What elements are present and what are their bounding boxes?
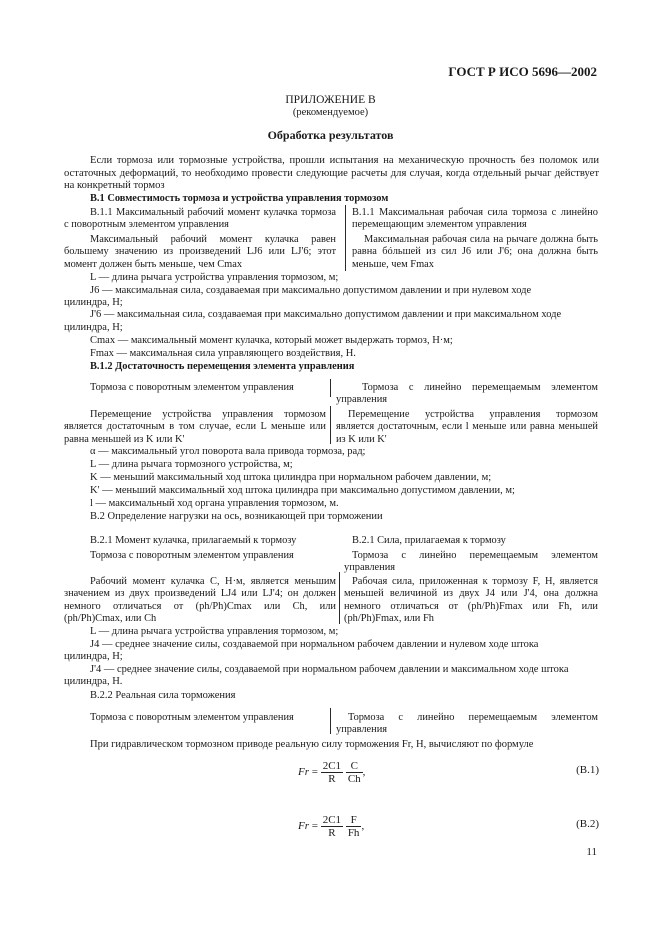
b1-def-6: Fmax — максимальная сила управляющего воздействия, Н. (90, 348, 356, 359)
b2-def-3: J'4 — среднее значение силы, создаваемой при нормальном рабочем давлении и максимальном ходе штока (90, 664, 569, 675)
b12-right-2: Перемещение устройства управления тормозом является достаточным, если l меньше или равна меньшей из K или K' (336, 409, 598, 445)
b12-left-1: Тормоза с поворотным элементом управления (90, 382, 294, 393)
column-divider (345, 205, 346, 271)
b12-heading: B.1.2 Достаточность перемещения элемента управления (90, 361, 355, 372)
b12-def-0: α — максимальный угол поворота вала привода тормоза, рад; (90, 446, 366, 457)
b2-heading: B.2 Определение нагрузки на ось, возникающей при торможении (90, 511, 383, 522)
column-divider (339, 572, 340, 624)
b2-left-3: Рабочий момент кулачка C, Н·м, является меньшим значением из двух произведений LJ4 или LJ'4; он должен немного отличаться от (ph/Ph)Cmax или Ch, или (ph/Ph)Cmax, или Ch (64, 576, 336, 625)
b1-def-4: цилиндра, Н; (64, 322, 123, 333)
b1-def-3: J'6 — максимальная сила, создаваемая при максимально допустимом давлении и при максимальном ходе (90, 309, 562, 320)
b1-def-2: цилиндра, Н; (64, 297, 123, 308)
formula-denominator: Ch (347, 773, 361, 785)
intro-paragraph: Если тормоза или тормозные устройства, прошли испытания на механическую прочность без поломок или остаточных деформаций, то необходимо провести следующие расчеты для случая, когда отдельный рычаг действует на конкретный тормоз (64, 155, 599, 192)
formula-fraction (346, 814, 362, 839)
b2-def-0: L — длина рычага устройства управления тормозом, м; (90, 626, 339, 637)
b1-heading: B.1 Совместимость тормоза и устройства управления тормозом (90, 193, 389, 204)
formula-lhs: Fr (298, 820, 309, 833)
formula-numerator: F (346, 814, 362, 827)
formula-numerator: 2C1 (322, 814, 342, 826)
b12-def-4: l — максимальный ход органа управления тормозом, м. (90, 498, 339, 509)
b2-def-2: цилиндра, Н; (64, 651, 123, 662)
formula-denominator: R (328, 827, 336, 839)
b12-right-1: Тормоза с линейно перемещаемым элементом управления (336, 382, 598, 406)
annex-status: (рекомендуемое) (292, 107, 369, 118)
section-title: Обработка результатов (267, 128, 394, 142)
b12-def-3: K' — меньший максимальный ход штока цилиндра при максимально допустимом давлении, м; (90, 485, 515, 496)
page-number: 11 (586, 846, 597, 858)
formula-b2: Fr = $\frac{2C1}{R}$ $\frac{F}{Fh}$ , (298, 814, 365, 839)
b2-left-2: Тормоза с поворотным элементом управления (90, 550, 294, 561)
column-divider (330, 379, 331, 397)
formula-fraction (321, 760, 343, 785)
b12-def-2: K — меньший максимальный ход штока цилиндра при нормальном рабочем давлении, м; (90, 472, 492, 483)
b2-right-3: Рабочая сила, приложенная к тормозу F, Н, является меньшей величиной из двух J4 или J'4, она должна немного отличаться от (ph/Ph)Fmax или Fh, или (ph/Ph)Fmax, или Fh (344, 576, 598, 625)
b2-def-1: J4 — среднее значение силы, создаваемой при нормальном рабочем давлении и нулевом ходе штока (90, 639, 539, 650)
b1-def-5: Cmax — максимальный момент кулачка, который может выдержать тормоз, Н·м; (90, 335, 453, 346)
b2-left-1: B.2.1 Момент кулачка, прилагаемый к тормозу (90, 535, 297, 546)
formula-denominator: Fh (347, 827, 360, 839)
equation-number: (B.2) (576, 818, 599, 830)
b12-left-2: Перемещение устройства управления тормозом является достаточным в том случае, если L меньше или равна меньшей из K или K' (64, 409, 326, 445)
b1-left-1: B.1.1 Максимальный рабочий момент кулачка тормоза с поворотным элементом управления (64, 207, 336, 231)
formula-lhs: Fr (298, 766, 309, 779)
b1-right-2: Максимальная рабочая сила на рычаге должна быть равна бóльшей из сил J6 или J'6; она должна быть меньше, чем Fmax (352, 234, 598, 270)
b1-def-1: J6 — максимальная сила, создаваемая при максимально допустимом давлении и при нулевом ходе (90, 285, 532, 296)
b22-right-1: Тормоза с линейно перемещаемым элементом управления (336, 712, 598, 736)
formula-denominator: R (328, 773, 336, 785)
formula-b1: Fr = $\frac{2C1}{R}$ $\frac{C}{Ch}$ , (298, 760, 366, 785)
equation-number: (B.1) (576, 764, 599, 776)
column-divider (330, 406, 331, 444)
b22-text: При гидравлическом тормозном приводе реальную силу торможения Fr, Н, вычисляют по формуле (90, 739, 534, 750)
b12-def-1: L — длина рычага тормозного устройства, м; (90, 459, 293, 470)
formula-fraction (321, 814, 343, 839)
formula-fraction (346, 760, 363, 785)
annex-label: ПРИЛОЖЕНИЕ В (285, 94, 376, 106)
b2-right-2: Тормоза с линейно перемещаемым элементом управления (344, 550, 598, 574)
b2-right-1: B.2.1 Сила, прилагаемая к тормозу (352, 535, 506, 546)
standard-number: ГОСТ Р ИСО 5696—2002 (448, 64, 597, 79)
formula-numerator: 2C1 (322, 760, 342, 772)
formula-numerator: C (346, 760, 363, 773)
b1-right-1: B.1.1 Максимальная рабочая сила тормоза с линейно перемещающим элементом управления (352, 207, 598, 231)
b22-heading: B.2.2 Реальная сила торможения (90, 690, 236, 701)
column-divider (330, 708, 331, 734)
b22-left-1: Тормоза с поворотным элементом управления (90, 712, 294, 723)
b1-left-2: Максимальный рабочий момент кулачка равен большему значению из произведений LJ6 или LJ'6; этот момент должен быть меньше, чем Cmax (64, 234, 336, 270)
b2-def-4: цилиндра, Н. (64, 676, 123, 687)
b1-def-0: L — длина рычага устройства управления тормозом, м; (90, 272, 339, 283)
